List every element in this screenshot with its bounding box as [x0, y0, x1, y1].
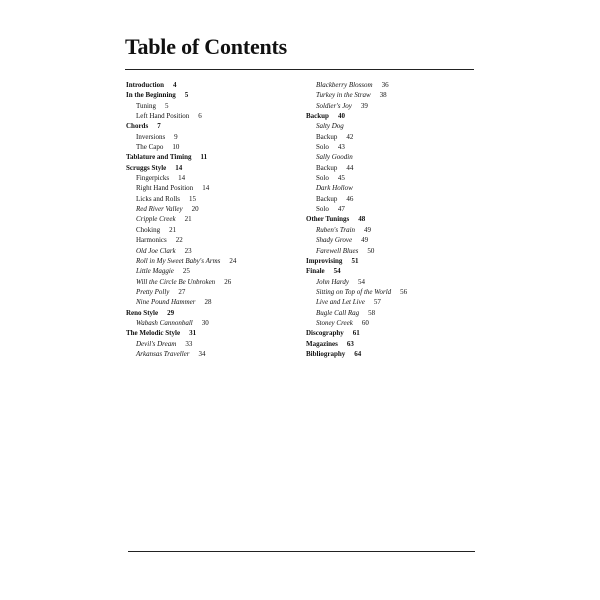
toc-subentry	[126, 318, 296, 328]
toc-section-entry	[126, 328, 296, 338]
toc-subentry	[306, 308, 476, 318]
toc-section-entry	[306, 266, 476, 276]
toc-subentry	[126, 297, 296, 307]
toc-entry-label: Tuning	[136, 101, 156, 110]
toc-page-number: 56	[400, 287, 408, 296]
toc-subentry	[306, 152, 476, 162]
toc-page-number: 54	[333, 267, 341, 276]
toc-entry-label: The Capo	[136, 143, 164, 152]
title-rule	[125, 69, 474, 70]
toc-section-entry	[306, 256, 476, 266]
toc-page-number: 7	[157, 122, 161, 131]
toc-page-number: 51	[351, 256, 359, 265]
toc-page-number: 54	[357, 277, 365, 286]
toc-page-number: 60	[361, 318, 369, 327]
toc-page-number: 22	[175, 236, 183, 245]
toc-page-number: 40	[337, 112, 345, 121]
toc-page-number: 4	[173, 81, 177, 89]
toc-entry-label: Will the Circle Be Unbroken	[136, 277, 216, 286]
toc-page-number: 20	[191, 205, 199, 214]
toc-subentry	[126, 339, 296, 349]
toc-page-number: 14	[175, 163, 183, 172]
toc-subentry	[306, 204, 476, 214]
toc-subentry	[306, 183, 476, 193]
toc-page-number: 47	[337, 205, 345, 214]
toc-page-number: 23	[184, 246, 192, 255]
toc-page-number: 6	[198, 112, 202, 121]
toc-subentry	[306, 235, 476, 245]
toc-section-entry	[306, 111, 476, 121]
toc-subentry	[306, 277, 476, 287]
toc-subentry	[126, 111, 296, 121]
toc-entry-label: Finale	[306, 267, 325, 276]
toc-subentry	[306, 246, 476, 256]
toc-section-entry	[126, 308, 296, 318]
toc-subentry	[306, 163, 476, 173]
toc-entry-label: Red River Valley	[136, 205, 183, 214]
toc-entry-label: Backup	[306, 112, 329, 121]
toc-entry-label: Solo	[316, 205, 329, 214]
toc-entry-label: Solo	[316, 143, 329, 152]
toc-page-number: 31	[189, 329, 197, 338]
toc-entry-label: Magazines	[306, 339, 338, 348]
toc-entry-label: Fingerpicks	[136, 174, 170, 183]
toc-page-number: 21	[169, 225, 177, 234]
toc-entry-label: The Melodic Style	[126, 329, 181, 338]
toc-page-number: 30	[201, 318, 209, 327]
toc-page-number: 21	[184, 215, 192, 224]
toc-subentry	[126, 266, 296, 276]
toc-subentry	[306, 121, 476, 131]
toc-page-number: 5	[164, 101, 169, 110]
toc-entry-label: Devil's Dream	[136, 339, 177, 348]
toc-section-entry	[126, 80, 296, 90]
toc-column-left	[126, 80, 296, 359]
toc-entry-label: Backup	[316, 132, 338, 141]
toc-subentry	[126, 225, 296, 235]
toc-subentry	[126, 349, 296, 359]
toc-entry-label: Dark Hollow	[316, 184, 353, 193]
toc-entry-label: Farewell Blues	[316, 246, 359, 255]
toc-subentry	[126, 132, 296, 142]
toc-entry-label: Old Joe Clark	[136, 246, 176, 255]
toc-page-number: 26	[224, 277, 232, 286]
toc-entry-label: Stoney Creek	[316, 318, 353, 327]
toc-page-number: 39	[360, 101, 368, 110]
toc-subentry	[306, 142, 476, 152]
toc-entry-label: Salty Dog	[316, 122, 344, 131]
toc-entry-label: Ruben's Train	[316, 225, 356, 234]
toc-entry-label: Right Hand Position	[136, 184, 194, 193]
toc-subentry	[126, 235, 296, 245]
toc-page-number: 45	[337, 174, 345, 183]
toc-entry-label: Tablature and Timing	[126, 153, 192, 162]
toc-page-number: 57	[373, 298, 381, 307]
toc-entry-label: Introduction	[126, 81, 164, 89]
toc-page-number: 25	[182, 267, 190, 276]
toc-page-number: 58	[368, 308, 376, 317]
toc-subentry	[306, 101, 476, 111]
toc-page-number: 29	[167, 308, 175, 317]
toc-subentry	[306, 287, 476, 297]
toc-subentry	[306, 80, 476, 90]
toc-subentry	[126, 277, 296, 287]
footer-rule	[128, 551, 475, 552]
toc-page-number: 34	[198, 349, 206, 358]
toc-entry-label: Arkansas Traveller	[136, 349, 190, 358]
toc-subentry	[126, 204, 296, 214]
toc-subentry	[306, 194, 476, 204]
toc-entry-label: Left Hand Position	[136, 112, 190, 121]
toc-entry-label: Nine Pound Hammer	[136, 298, 196, 307]
toc-page-number: 15	[188, 194, 196, 203]
toc-page-number: 49	[361, 236, 369, 245]
toc-page-number: 46	[346, 194, 354, 203]
toc-section-entry	[306, 328, 476, 338]
toc-page-number: 11	[200, 153, 208, 162]
toc-page-number: 9	[174, 132, 178, 141]
toc-entry-label: Bibliography	[306, 349, 346, 358]
toc-entry-label: Improvising	[306, 256, 343, 265]
toc-subentry	[126, 173, 296, 183]
toc-subentry	[126, 183, 296, 193]
toc-page-number: 49	[364, 225, 372, 234]
toc-page-number: 28	[204, 298, 212, 307]
toc-page-number: 27	[178, 287, 186, 296]
toc-section-entry	[126, 121, 296, 131]
toc-entry-label: Other Tunings	[306, 215, 350, 224]
toc-entry-label: Inversions	[136, 132, 166, 141]
toc-subentry	[126, 194, 296, 204]
page-title: Table of Contents	[125, 34, 288, 59]
toc-section-entry	[306, 339, 476, 349]
toc-section-entry	[306, 349, 476, 359]
toc-page-number: 24	[229, 256, 237, 265]
toc-page-number: 36	[381, 81, 389, 89]
toc-page-number: 38	[379, 91, 387, 100]
toc-entry-label: Wabash Cannonball	[136, 318, 193, 327]
toc-subentry	[306, 225, 476, 235]
toc-page-number: 64	[354, 349, 362, 358]
toc-entry-label: Sally Goodin	[316, 153, 353, 162]
toc-entry-label: Little Maggie	[136, 267, 174, 276]
toc-subentry	[126, 256, 296, 266]
toc-subentry	[126, 214, 296, 224]
toc-subentry	[306, 132, 476, 142]
toc-entry-label: Harmonics	[136, 236, 167, 245]
toc-entry-label: Bugle Call Rag	[316, 308, 360, 317]
toc-entry-label: Live and Let Live	[316, 298, 365, 307]
toc-page-number: 42	[346, 132, 354, 141]
toc-page-number: 50	[367, 246, 375, 255]
toc-entry-label: Pretty Polly	[136, 287, 170, 296]
toc-page-number: 48	[358, 215, 366, 224]
toc-subentry	[126, 287, 296, 297]
toc-entry-label: Chords	[126, 122, 149, 131]
toc-subentry	[306, 318, 476, 328]
toc-entry-label: Discography	[306, 329, 344, 338]
toc-entry-label: Reno Style	[126, 308, 159, 317]
toc-page-number: 14	[202, 184, 210, 193]
toc-entry-label: Backup	[316, 194, 338, 203]
toc-page-number: 44	[346, 163, 354, 172]
toc-subentry	[306, 90, 476, 100]
toc-subentry	[126, 246, 296, 256]
toc-page-number: 61	[352, 329, 360, 338]
toc-page-number: 43	[337, 143, 345, 152]
toc-subentry	[126, 101, 296, 111]
toc-page-number: 5	[184, 91, 189, 100]
toc-entry-label: Backup	[316, 163, 338, 172]
toc-entry-label: Blackberry Blossom	[316, 81, 373, 89]
toc-entry-label: Choking	[136, 225, 161, 234]
toc-entry-label: Turkey in the Straw	[316, 91, 371, 100]
toc-page-number: 33	[185, 339, 193, 348]
toc-section-entry	[306, 214, 476, 224]
toc-section-entry	[126, 152, 296, 162]
toc-entry-label: Licks and Rolls	[136, 194, 180, 203]
toc-entry-label: Soldier's Joy	[316, 101, 352, 110]
toc-entry-label: Roll in My Sweet Baby's Arms	[136, 256, 221, 265]
toc-page-number: 14	[178, 174, 186, 183]
toc-section-entry	[126, 163, 296, 173]
toc-subentry	[126, 142, 296, 152]
toc-entry-label: Scruggs Style	[126, 163, 167, 172]
toc-subentry	[306, 173, 476, 183]
toc-entry-label: John Hardy	[316, 277, 349, 286]
toc-entry-label: Sitting on Top of the World	[316, 287, 392, 296]
toc-section-entry	[126, 90, 296, 100]
toc-entry-label: Shady Grove	[316, 236, 353, 245]
toc-column-right	[306, 80, 476, 359]
toc-entry-label: Solo	[316, 174, 329, 183]
toc-page-number: 63	[346, 339, 354, 348]
toc-subentry	[306, 297, 476, 307]
toc-entry-label: Cripple Creek	[136, 215, 176, 224]
toc-entry-label: In the Beginning	[126, 91, 176, 100]
toc-page-number: 10	[172, 143, 180, 152]
